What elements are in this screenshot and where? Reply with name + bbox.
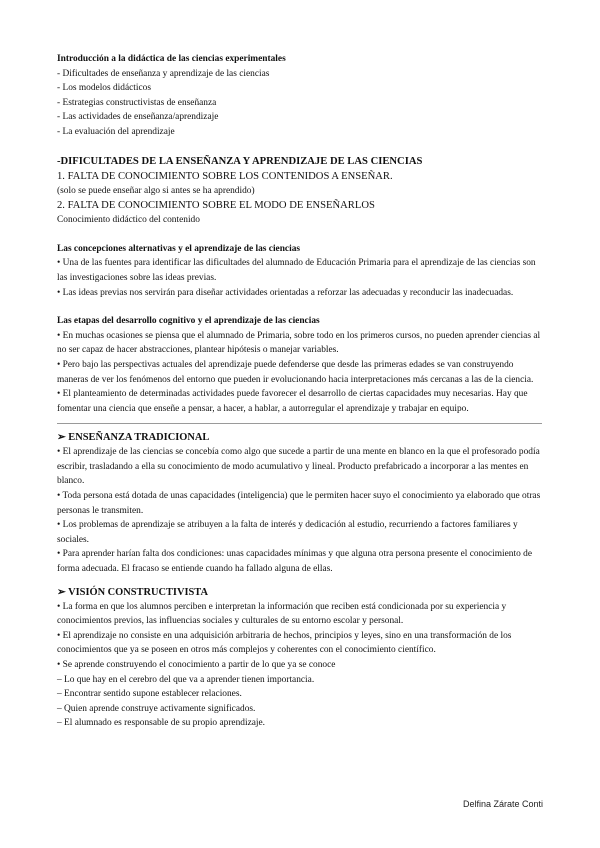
- constructivista-dash-item: – Encontrar sentido supone establecer relaciones.: [57, 689, 242, 700]
- etapas-bullet: • Pero bajo las perspectivas actuales del aprendizaje puede defenderse que desde las primeras edades se van construyendo maneras de ver los fenómenos del entorno que pueden ir evolucionando hacia interpretaciones más cercanas a las de la ciencia.: [57, 359, 534, 385]
- section-divider: [57, 423, 542, 424]
- intro-heading: Introducción a la didáctica de las ciencias experimentales: [57, 54, 286, 64]
- tradicional-bullet: • Para aprender harían falta dos condiciones: unas capacidades mínimas y que alguna otra persona presente el conocimiento de forma adecuada. El fracaso se entiende cuando ha fallado alguna de ellas.: [57, 549, 532, 575]
- intro-item: - La evaluación del aprendizaje: [57, 126, 175, 137]
- tradicional-bullet: • Toda persona está dotada de unas capacidades (inteligencia) que le permiten hacer suyo el conocimiento ya elaborado que otras personas le transmiten.: [57, 491, 541, 516]
- constructivista-bullet: • La forma en que los alumnos perciben e interpretan la información que reciben está condicionada por su experiencia y conocimientos previos, las influencias sociales y culturales de su entorno escolar y personal.: [57, 601, 507, 627]
- dificultades-line: 1. FALTA DE CONOCIMIENTO SOBRE LOS CONTENIDOS A ENSEÑAR.: [57, 170, 393, 182]
- constructivista-dash-item: – Lo que hay en el cerebro del que va a aprender tienen importancia.: [57, 674, 315, 685]
- dificultades-line: 2. FALTA DE CONOCIMIENTO SOBRE EL MODO DE ENSEÑARLOS: [57, 200, 375, 212]
- intro-item: - Las actividades de enseñanza/aprendizaje: [57, 112, 219, 123]
- constructivista-bullet: • El aprendizaje no consiste en una adquisición arbitraria de hechos, principios y leyes, sino en una transformación de los conocimientos que ya se poseen en otros más complejos y coherentes con el conocimiento científico.: [57, 630, 512, 656]
- intro-item: - Los modelos didácticos: [57, 83, 151, 94]
- constructivista-dash-item: – El alumnado es responsable de su propio aprendizaje.: [57, 718, 266, 729]
- dificultades-line: Conocimiento didáctico del contenido: [57, 215, 200, 226]
- dificultades-heading: -DIFICULTADES DE LA ENSEÑANZA Y APRENDIZAJE DE LAS CIENCIAS: [57, 155, 423, 167]
- concepciones-bullet: • Una de las fuentes para identificar las dificultades del alumnado de Educación Primaria para el aprendizaje de las ciencias son las investigaciones sobre las ideas previas.: [57, 258, 536, 283]
- dificultades-line: (solo se puede enseñar algo si antes se ha aprendido): [57, 185, 255, 196]
- intro-item: - Estrategias constructivistas de enseñanza: [57, 97, 217, 108]
- concepciones-bullet: • Las ideas previas nos servirán para diseñar actividades orientadas a reforzar las adecuadas y reconducir las inadecuadas.: [57, 287, 514, 298]
- tradicional-bullet: • Los problemas de aprendizaje se atribuyen a la falta de interés y dedicación al estudio, recurriendo a factores familiares y sociales.: [57, 520, 518, 545]
- tradicional-heading: ➢ ENSEÑANZA TRADICIONAL: [57, 432, 210, 444]
- constructivista-bullet: • Se aprende construyendo el conocimiento a partir de lo que ya se conoce: [57, 660, 336, 670]
- intro-item: - Dificultades de enseñanza y aprendizaje de las ciencias: [57, 68, 270, 79]
- etapas-bullet: • En muchas ocasiones se piensa que el alumnado de Primaria, sobre todo en los primeros cursos, no pueden aprender ciencias al no ser capaz de hacer abstracciones, plantear hipótesis o manejar variables.: [57, 330, 541, 356]
- constructivista-heading: ➢ VISIÓN CONSTRUCTIVISTA: [57, 586, 208, 598]
- document-page: [57, 52, 542, 731]
- concepciones-heading: Las concepciones alternativas y el aprendizaje de las ciencias: [57, 243, 301, 254]
- etapas-bullet: • El planteamiento de determinadas actividades puede favorecer el desarrollo de ciertas capacidades muy necesarias. Hay que fomentar una ciencia que enseñe a pensar, a hacer, a hablar, a autorregular el aprendizaje y trabajar en equipo.: [57, 389, 528, 414]
- author-signature: Delfina Zárate Conti: [462, 799, 543, 809]
- etapas-heading: Las etapas del desarrollo cognitivo y el aprendizaje de las ciencias: [57, 316, 320, 327]
- tradicional-bullet: • El aprendizaje de las ciencias se concebía como algo que sucede a partir de una mente en blanco en la que el profesorado podía escribir, trasladando a ella su conocimiento de modo acumulativo y lineal. Producto prefabricado a incorporar a las mentes en blanco.: [57, 447, 540, 487]
- constructivista-dash-item: – Quien aprende construye activamente significados.: [57, 703, 256, 714]
